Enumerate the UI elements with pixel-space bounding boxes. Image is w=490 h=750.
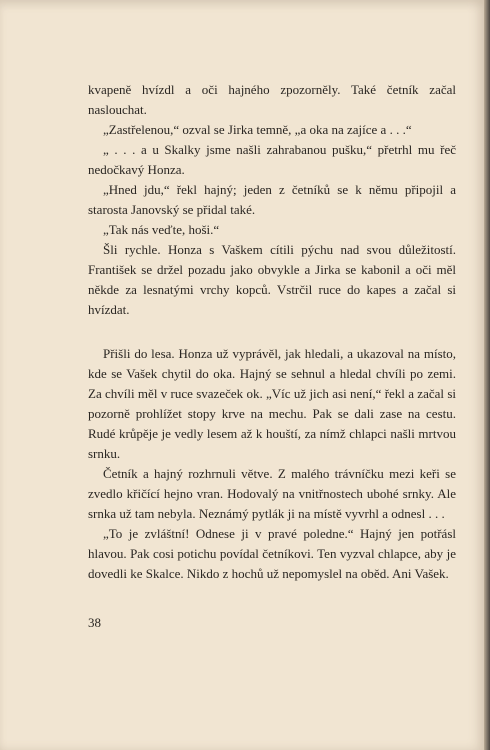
paragraph: Četník a hajný rozhrnuli větve. Z malého trávníčku mezi keři se zvedlo křičící hejno vran. Hodovalý na vnitřnostech ubohé srnky. Ale srnka už tam nebyla. Neznámý pytlák ji na místě vyvrhl a odnesl . . . xyxy=(88,466,456,521)
page-right-edge xyxy=(484,0,490,750)
paragraph: „ . . . a u Skalky jsme našli zahrabanou pušku,“ přetrhl mu řeč nedočkavý Honza. xyxy=(88,142,456,177)
text-section-1 xyxy=(88,80,456,320)
page-number: 38 xyxy=(88,615,101,630)
text-section-2 xyxy=(88,344,456,584)
paragraph: Šli rychle. Honza s Vaškem cítili pýchu nad svou důležitostí. František se držel pozadu jako obvykle a Jirka se kabonil a oči měl někde za lesnatými vrchy kopců. Vstrčil ruce do kapes a začal si hvízdat. xyxy=(88,242,456,317)
paragraph: „Tak nás veďte, hoši.“ xyxy=(103,222,220,237)
paragraph: Přišli do lesa. Honza už vyprávěl, jak hledali, a ukazoval na místo, kde se Vašek chytil do oka. Hajný se sehnul a hledal chvíli po zemi. Za chvíli měl v ruce svazeček ok. „Víc už jich asi není,“ řekl a začal si pozorně prohlížet stopy krve na mechu. Pak se dali zase na cestu. Rudé krůpěje je vedly lesem až k houští, za nímž chlapci našli mrtvou srnku. xyxy=(88,346,456,461)
paragraph: kvapeně hvízdl a oči hajného zpozorněly. Také četník začal naslouchat. xyxy=(88,82,456,117)
paragraph: „Hned jdu,“ řekl hajný; jeden z četníků se k němu připojil a starosta Janovský se přidal také. xyxy=(88,182,456,217)
paragraph: „To je zvláštní! Odnese ji v pravé poledne.“ Hajný jen potřásl hlavou. Pak cosi potichu povídal četníkovi. Ten vyzval chlapce, aby je dovedli ke Skalce. Nikdo z hochů už nepomyslel na oběd. Ani Vašek. xyxy=(88,526,456,581)
paragraph: „Zastřelenou,“ ozval se Jirka temně, „a oka na zajíce a . . .“ xyxy=(103,122,412,137)
